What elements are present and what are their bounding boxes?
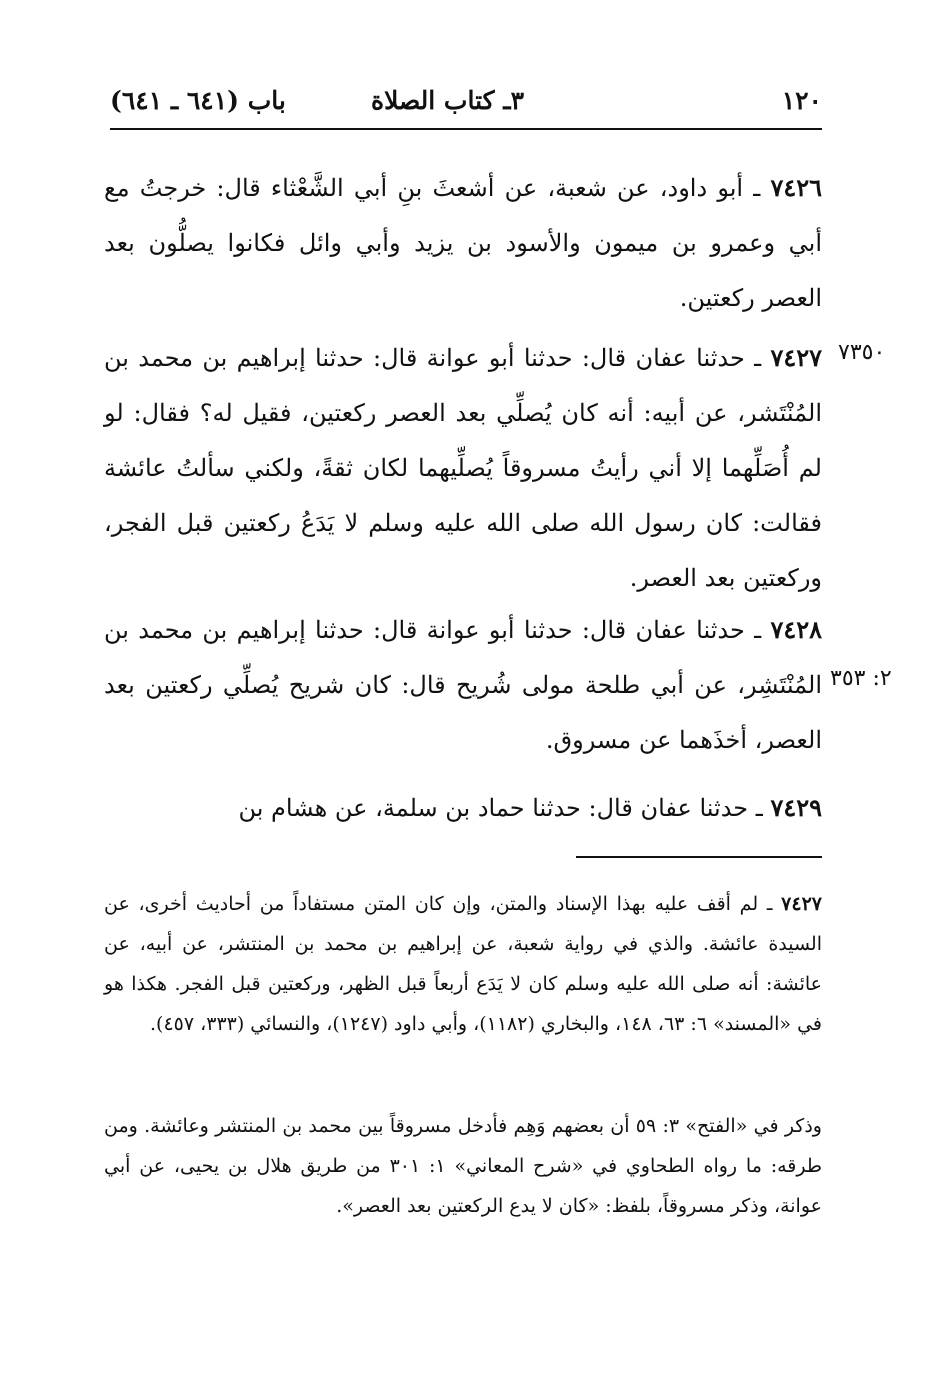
page-header bbox=[110, 82, 822, 126]
hadith-7426 bbox=[104, 160, 822, 326]
hadith-7427 bbox=[104, 330, 822, 606]
footnote-number: ٧٤٢٧ bbox=[781, 893, 822, 915]
margin-reference: ٢: ٣٥٣ bbox=[830, 666, 892, 691]
page-number: ١٢٠ bbox=[781, 86, 822, 115]
footnote-rule bbox=[576, 856, 822, 858]
hadith-number: ٧٤٢٩ bbox=[770, 793, 822, 822]
footnote-text: وذكر في «الفتح» ٣: ٥٩ أن بعضهم وَهِم فأدخل مسروقاً بين محمد بن المنتشر وعائشة. ومن طرقه: ما رواه الطحاوي في «شرح المعاني» ١: ٣٠١ من طريق هلال بن يحيى، عن أبي عوانة، وذكر مسروقاً، بلفظ: «كان لا يدع الركعتين بعد العصر». bbox=[104, 1115, 822, 1217]
header-rule bbox=[110, 128, 822, 130]
footnote-text: ـ لم أقف عليه بهذا الإسناد والمتن، وإن كان المتن مستفاداً من أحاديث أخرى، عن السيدة عائشة. والذي في رواية شعبة، عن إبراهيم بن محمد بن المنتشر، عن أبيه، عن عائشة: أنه صلى الله عليه وسلم كان لا يَدَع أربعاً قبل الظهر، وركعتين قبل الفجر. هكذا هو في «المسند» ٦: ٦٣، ١٤٨، والبخاري (١١٨٢)، وأبي داود (١٢٤٧)، والنسائي (٣٣٣، ٤٥٧). bbox=[104, 893, 822, 1035]
hadith-7428 bbox=[104, 602, 822, 768]
hadith-text: ـ أبو داود، عن شعبة، عن أشعثَ بنِ أبي الشَّعْثاء قال: خرجتُ مع أبي وعمرو بن ميمون والأسود بن يزيد وأبي وائل فكانوا يصلُّون بعد العصر ركعتين. bbox=[104, 174, 822, 312]
footnote-continuation bbox=[104, 1106, 822, 1226]
hadith-number: ٧٤٢٨ bbox=[770, 615, 822, 644]
hadith-number: ٧٤٢٦ bbox=[770, 173, 822, 202]
hadith-text: ـ حدثنا عفان قال: حدثنا أبو عوانة قال: حدثنا إبراهيم بن محمد بن المُنْتَشر، عن أبيه: أنه كان يُصلِّي بعد العصر ركعتين، فقيل له؟ فقال: لو لم أُصَلِّهما إلا أني رأيتُ مسروقاً يُصلِّيهما لكان ثقةً، ولكني سألتُ عائشة فقالت: كان رسول الله صلى الله عليه وسلم لا يَدَعُ ركعتين قبل الفجر، وركعتين بعد العصر. bbox=[104, 344, 822, 592]
hadith-text: ـ حدثنا عفان قال: حدثنا حماد بن سلمة، عن هشام بن bbox=[238, 794, 763, 822]
chapter-title: باب (٦٤١ ـ ٦٤١) bbox=[110, 86, 286, 115]
hadith-7429 bbox=[104, 780, 822, 836]
hadith-number: ٧٤٢٧ bbox=[770, 343, 822, 372]
hadith-text: ـ حدثنا عفان قال: حدثنا أبو عوانة قال: حدثنا إبراهيم بن محمد بن المُنْتَشِر، عن أبي طلحة مولى شُريح قال: كان شريح يُصلِّي ركعتين بعد العصر، أخذَهما عن مسروق. bbox=[104, 616, 822, 754]
book-title: ٣ـ كتاب الصلاة bbox=[370, 86, 524, 115]
footnote-7427 bbox=[104, 884, 822, 1044]
margin-reference: ٧٣٥٠ bbox=[838, 340, 886, 365]
